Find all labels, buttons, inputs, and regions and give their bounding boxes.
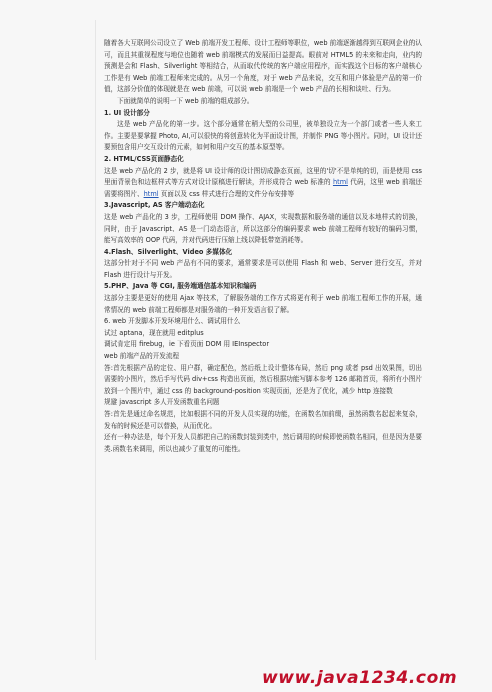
paragraph: 试过 aptana，现在就用 editplus bbox=[104, 328, 204, 337]
paragraph: web 前端产品的开发流程 bbox=[104, 352, 180, 361]
paragraph: 这是 web 产品化的第一步。这个部分通常在稍大型的公司里，被单独设立为一个部门或者一些人来工作。主要是要掌握 Photo, AI,可以很快的将创意转化为平面设计图，并制作 PNG 等小图片。同时，UI 设计还要预包含用户交互设计的元素，如何和用户交互的基本原型等。 bbox=[104, 120, 422, 152]
paragraph-text: 页面以及 css 样式进行合理的文件分布安排等 bbox=[158, 189, 295, 198]
watermark: www.java1234.com bbox=[262, 668, 458, 688]
paragraph: 6. web 开发脚本开发环境用什么、调试用什么 bbox=[104, 317, 241, 326]
paragraph: 这是 web 产品化的 3 步，工程师使用 DOM 操作、AJAX，实现数据和服务端的通信以及本地样式的切换，同时，由于 Javascript、AS 是一门动态语言，所以这部分的编码要求 web 前端工程师有较好的编码习惯，能写高效率的 OOP 代码，并对代码进行压缩上线以降低带宽消耗等。 bbox=[104, 212, 422, 245]
section-heading: 2. HTML/CSS页面静态化 bbox=[104, 154, 184, 163]
html-link[interactable]: html bbox=[143, 189, 159, 198]
page-edge-line bbox=[95, 20, 96, 660]
paragraph: 这部分针对于不同 web 产品有不同的要求，通常要求是可以使用 Flash 和 web、Server 进行交互，并对 Flash 进行设计与开发。 bbox=[104, 259, 422, 279]
section-heading: 5.PHP、Java 等 CGI, 服务端通信基本知识和编码 bbox=[104, 282, 257, 291]
paragraph: 调试肯定用 firebug，ie 下看页面 DOM 用 IEInspector bbox=[104, 340, 270, 349]
paragraph: 答:首先根据产品的定位、用户群，确定配色，然后纸上设计整体布局，然后 png 或者 psd 出效果图，切出需要的小图片，然后手写代码 div+css 构造出页面，然后根据功能写脚本参考 126 邮箱首页，将所有小图片放到一个图片中，通过 css 的 background-position 实现页面，还是为了优化，减少 http 连接数 bbox=[104, 363, 422, 395]
paragraph-text: 代码，这里 web 前端还需要将图片、 bbox=[104, 178, 422, 198]
paragraph: 还有一种办法是，每个开发人员都把自己的函数封装到类中，然后调用的时候即使函数名相同，但是因为是要类.函数名来调用，所以也减少了重复的可能性。 bbox=[104, 433, 422, 453]
html-link[interactable]: html bbox=[332, 178, 348, 187]
paragraph-text: 这是 web 产品化的 2 步，就是将 UI 设计师的设计图切成静态页面，这里的'切'不是单纯的切，而是使用 css 里面背景色和边框样式等方式对设计原稿进行解读，并形成符合 web 标准的 bbox=[104, 166, 422, 187]
paragraph: 规避 javascript 多人开发函数重名问题 bbox=[104, 398, 220, 407]
paragraph bbox=[104, 166, 422, 201]
paragraph: 下面就简单的说明一下 web 前端的组成部分。 bbox=[117, 96, 254, 105]
document-body bbox=[104, 38, 422, 455]
paragraph: 答:首先是通过命名规范，比如根据不同的开发人员实现的功能，在函数名加前缀，虽然函数名起起来复杂，发布的时候还是可以替换，从而优化。 bbox=[104, 410, 422, 430]
paragraph: 这部分主要是更好的使用 Ajax 等技术，了解服务端的工作方式将更有利于 web 前端工程师工作的开展，通常情况的 web 前端工程师都是对服务端的一种开发语言很了解。 bbox=[104, 294, 422, 314]
section-heading: 3.Javascript, AS 客户端动态化 bbox=[104, 201, 205, 210]
section-heading: 1. UI 设计部分 bbox=[104, 108, 150, 117]
paragraph: 随着各大互联网公司设立了 Web 前端开发工程师、设计工程师等职位，web 前端逐渐越得到互联网企业的认可，而且其重视程度与地位也随着 web 前端模式的发展而日益提高。眼前对 HTML5 的未来和走向，业内的预测是会和 Flash、Silverlight 等相结合，从而取代传统的客户端应用程序，而实践这个目标的客户端核心工作是有 Web 前端工程师来完成的。从另一个角度，对于 web 产品来说，交互和用户体验是产品的第一价值，这部分价值的体现就是在 web 前端，可以说 web 前端是一个 web 产品的长相和谈吐、行为。 bbox=[104, 39, 422, 94]
section-heading: 4.Flash、Silverlight、Video 多媒体化 bbox=[104, 247, 233, 256]
